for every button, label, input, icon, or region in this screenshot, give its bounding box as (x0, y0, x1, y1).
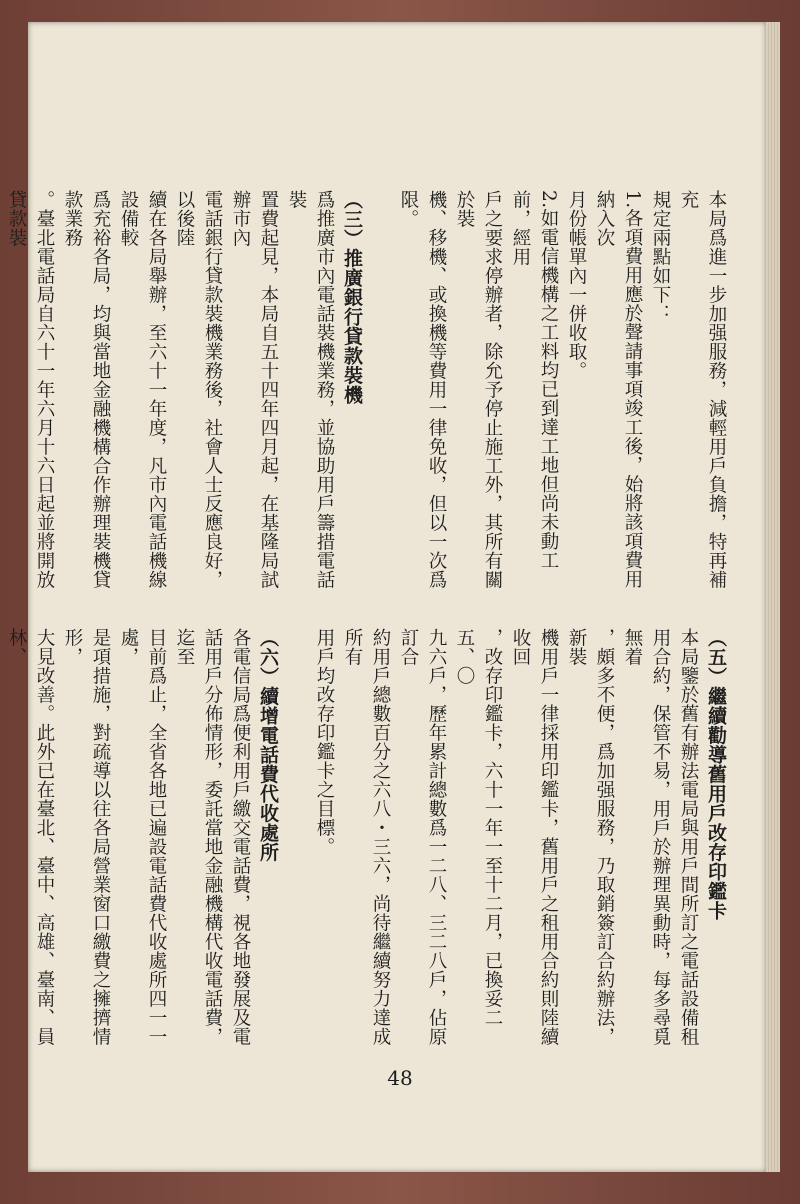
text-column: 規定兩點如下： (650, 190, 671, 323)
text-column: 置費起見，本局自五十四年四月起，在基隆局試辦市內 (230, 190, 279, 589)
text-column: 2.如電信機構之工料均已到達工地但尚未動工前，經用 (510, 190, 559, 570)
text-column: 戶之要求停辦者，除允予停止施工外，其所有關於裝 (454, 190, 503, 589)
top-text-block (0, 190, 730, 600)
blank-column (366, 190, 394, 600)
text-column: 機、移機、或換機等費用一律免收，但以一次爲限。 (398, 190, 447, 589)
text-column: 各電信局爲便利用戶繳交電話費，視各地發展及電 (230, 628, 251, 1046)
text-column: ，改存印鑑卡，六十一年一至十二月，已換妥二五、〇 (454, 628, 503, 1027)
text-column: 。臺北電話局自六十一年六月十六日起並將開放貸款裝 (6, 190, 55, 589)
text-column: 話用戶分佈情形，委託當地金融機構代收電話費，迄至 (174, 628, 223, 1046)
text-column: 機用戶一律採用印鑑卡，舊用戶之租用合約則陸續收回 (510, 628, 559, 1046)
text-column: 本局鑒於舊有辦法電局與用戶間所訂之電話設備租 (678, 628, 699, 1046)
text-column: 是項措施，對疏導以往各局營業窗口繳費之擁擠情形， (62, 628, 111, 1046)
section-heading: （五）繼續勸導舊用戶改存印鑑卡 (705, 628, 727, 921)
text-column: 爲充裕各局，均與當地金融機構合作辦理裝機貸款業務 (62, 190, 111, 589)
text-column: 續在各局舉辦，至六十一年度，凡市內電話機線設備較 (118, 190, 167, 589)
text-column: 爲推廣市內電話裝機業務，並協助用戶籌措電話裝 (286, 190, 335, 589)
text-column: 用戶均改存印鑑卡之目標。 (314, 628, 335, 856)
text-column: 目前爲止，全省各地已遍設電話費代收處所四一一處， (118, 628, 167, 1046)
text-column: 用合約，保管不易，用戶於辦理異動時，每多尋覓無着 (622, 628, 671, 1046)
bottom-text-block (0, 628, 730, 1048)
blank-column (282, 628, 310, 1048)
section-heading: （三）推廣銀行貸款裝機 (341, 190, 363, 405)
text-column: 大見改善。此外已在臺北、臺中、高雄、臺南、員林、 (6, 628, 55, 1046)
page-number: 48 (387, 1066, 413, 1090)
text-column: 月份帳單內一併收取。 (566, 190, 587, 380)
text-column: 電話銀行貸款裝機業務後，社會人士反應良好，以後陸 (174, 190, 223, 589)
section-heading: （六）續增電話費代收處所 (257, 628, 279, 862)
text-column: 本局爲進一步加强服務，減輕用戶負擔，特再補充 (678, 190, 727, 589)
text-column: ，頗多不便，爲加强服務，乃取銷簽訂合約辦法，新裝 (566, 628, 615, 1046)
page-stack-edge (766, 22, 780, 1172)
text-column: 約用戶總數百分之六八・三六，尚待繼續努力達成所有 (342, 628, 391, 1046)
text-column (0, 628, 2, 1048)
text-column: 1.各項費用應於聲請事項竣工後，始將該項費用納入次 (594, 190, 643, 589)
text-column (0, 190, 2, 600)
text-column: 九六戶，歷年累計總數爲一二八、三二八戶，佔原訂合 (398, 628, 447, 1046)
